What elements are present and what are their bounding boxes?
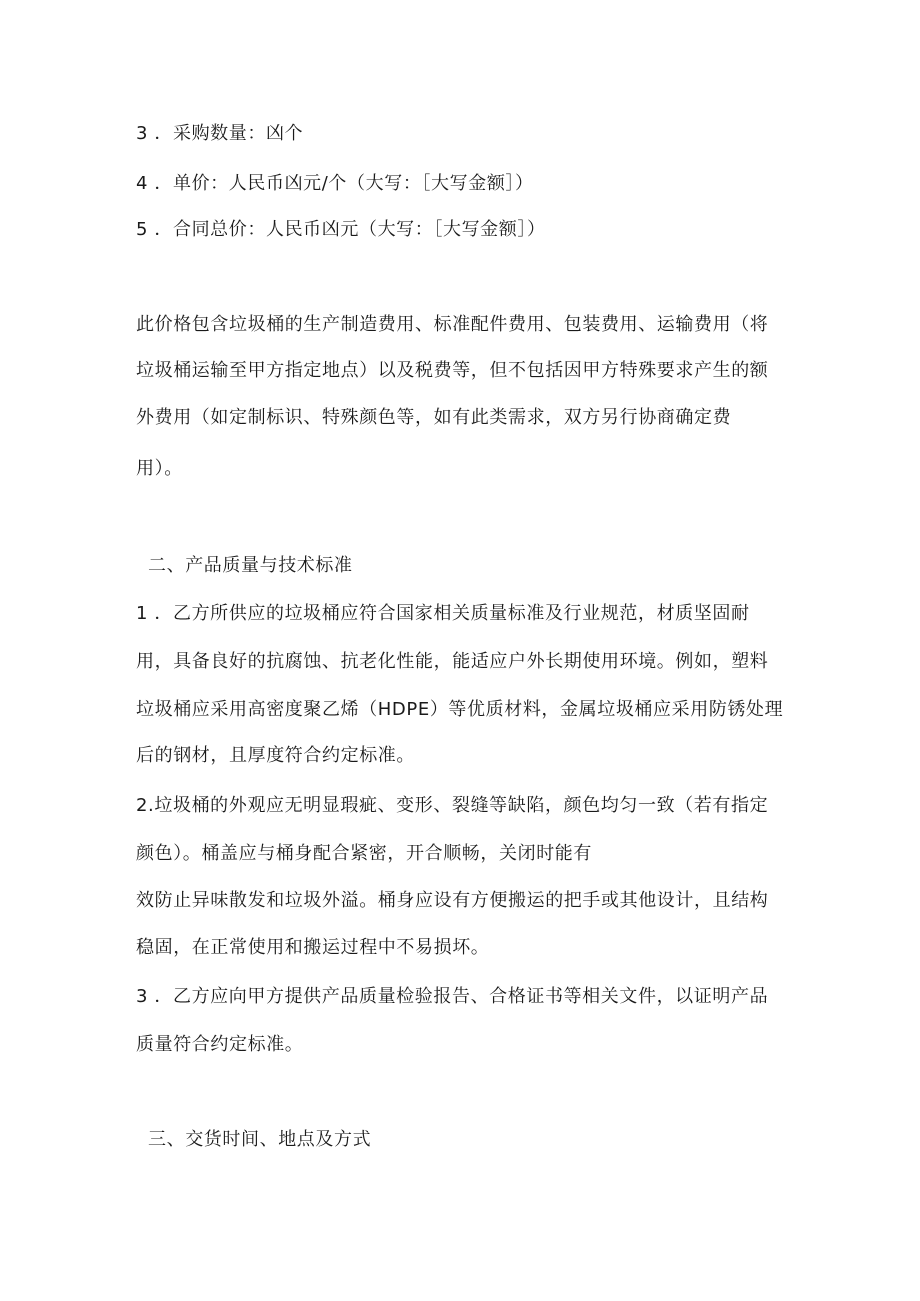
quality-item-1-line: 后的钢材，且厚度符合约定标准。 [136, 745, 415, 766]
quality-item-1-line: 垃圾桶应采用高密度聚乙烯（HDPE）等优质材料，金属垃圾桶应采用防锈处理 [136, 699, 784, 720]
price-note-line: 此价格包含垃圾桶的生产制造费用、标准配件费用、包装费用、运输费用（将 [136, 314, 769, 335]
quality-item-2-line: 效防止异味散发和垃圾外溢。桶身应设有方便搬运的把手或其他设计，且结构 [136, 890, 769, 911]
price-item-unit-price: 4 ．单价：人民币凶元/个（大写：［大写金额］） [136, 173, 534, 194]
quality-item-2-line: 稳固，在正常使用和搬运过程中不易损坏。 [136, 937, 490, 958]
quality-item-3-line: 3 ．乙方应向甲方提供产品质量检验报告、合格证书等相关文件，以证明产品 [136, 986, 769, 1007]
price-note-line: 外费用（如定制标识、特殊颜色等，如有此类需求，双方另行协商确定费 [136, 407, 732, 428]
quality-item-1-line: 1 ．乙方所供应的垃圾桶应符合国家相关质量标准及行业规范，材质坚固耐 [136, 603, 750, 624]
price-note-line: 用）。 [136, 458, 183, 479]
section-heading-quality: 二、产品质量与技术标准 [148, 555, 353, 576]
quality-item-3-line: 质量符合约定标准。 [136, 1034, 304, 1055]
quality-item-2-line: 颜色）。桶盖应与桶身配合紧密，开合顺畅，关闭时能有 [136, 843, 592, 864]
quality-item-2-line: 2.垃圾桶的外观应无明显瑕疵、变形、裂缝等缺陷，颜色均匀一致（若有指定 [136, 795, 769, 816]
price-note-line: 垃圾桶运输至甲方指定地点）以及税费等，但不包括因甲方特殊要求产生的额 [136, 360, 769, 381]
quality-item-1-line: 用，具备良好的抗腐蚀、抗老化性能，能适应户外长期使用环境。例如，塑料 [136, 651, 769, 672]
price-item-quantity: 3 ．采购数量：凶个 [136, 123, 304, 144]
price-item-total-price: 5 ．合同总价：人民币凶元（大写：［大写金额］） [136, 219, 546, 240]
section-heading-delivery: 三、交货时间、地点及方式 [148, 1129, 372, 1150]
